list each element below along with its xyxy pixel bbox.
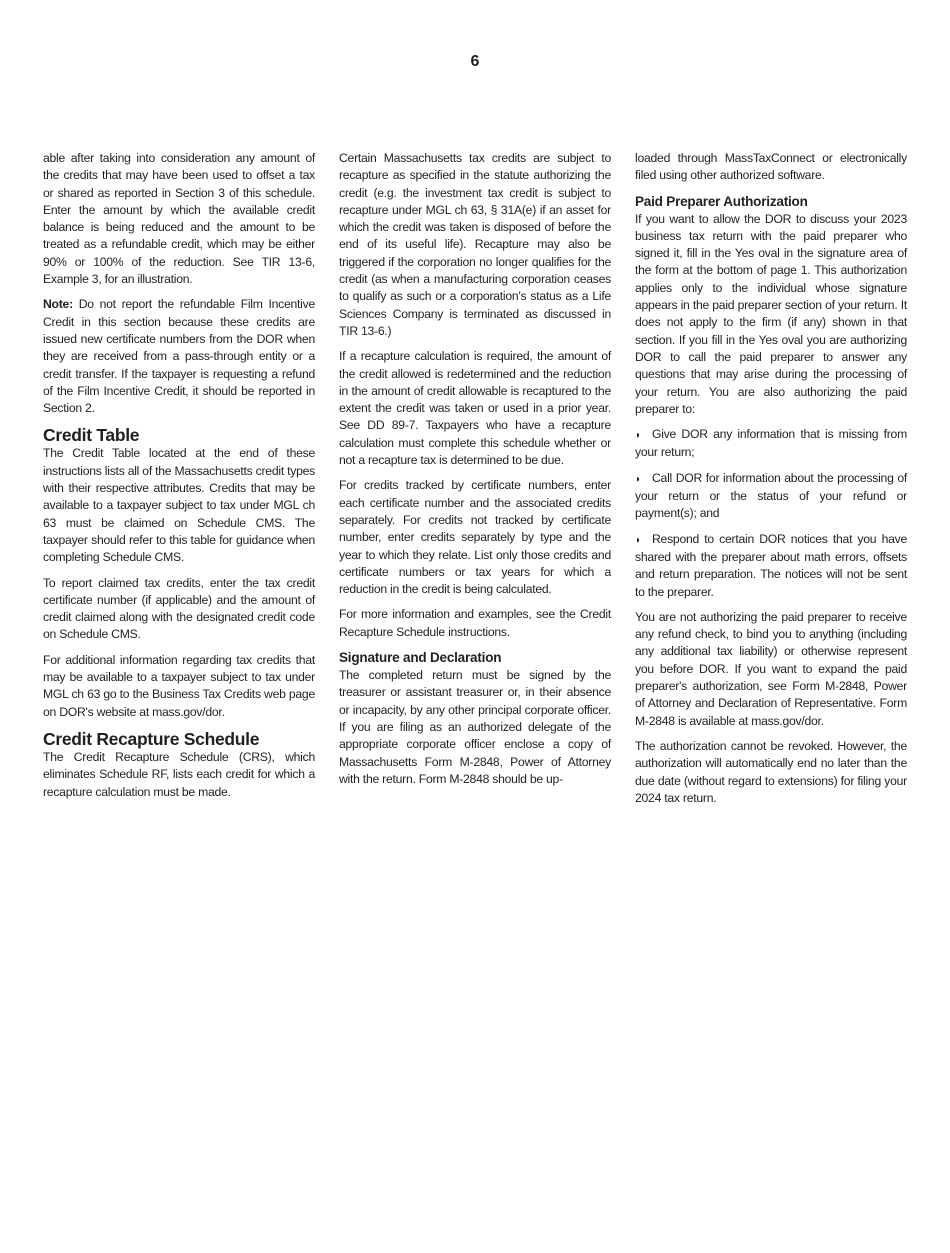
paragraph: able after taking into consideration any amount of the credits that may have been used to offset a tax or shared as reported in Section 3 of this schedule. Enter the amount by which the available credit balance is being reduced and the amount to be treated as a refundable credit, which may be either 90% or 100% of the reduction. See TIR 13-6, Example 3, for an illustration. bbox=[43, 151, 315, 287]
note-text: Do not report the refundable Film Incentive Credit in this section because these credits are issued new certificate numbers from the DOR when they are received from a pass-through entity or a credit transfer. If the taxpayer is requesting a refund of the Film Incentive Credit, it should be reported in Section 2. bbox=[43, 297, 315, 416]
heading-credit-table: Credit Table bbox=[43, 425, 140, 446]
paragraph: If you want to allow the DOR to discuss your 2023 business tax return with the paid preparer who signed it, fill in the Yes oval in the signature area of the form at the bottom of page 1. This authorization applies only to the individual whose signature appears in the paid preparer section of your return. It does not apply to the firm (if any) shown in that section. If you fill in the Yes oval you are authorizing DOR to call the paid preparer to answer any questions that may arise during the processing of your return. You are also authorizing the paid preparer to: bbox=[635, 211, 907, 416]
paragraph: loaded through MassTaxConnect or electronically filed using other authorized software. bbox=[635, 151, 907, 183]
bullet-item bbox=[635, 426, 907, 462]
bullet-icon: ◗ bbox=[635, 534, 641, 546]
column-1 bbox=[43, 150, 315, 809]
paragraph: The authorization cannot be revoked. However, the authorization will automatically end no later than the due date (without regard to extensions) for filing your 2024 tax return. bbox=[635, 738, 907, 805]
paragraph: The Credit Table located at the end of these instructions lists all of the Massachusetts credit types with their respective attributes. Credits that may be available to a taxpayer subject to tax under MGL ch 63 must be claimed on Schedule CMS. The taxpayer should refer to this table for guidance when completing Schedule CMS. bbox=[43, 446, 315, 565]
bullet-item bbox=[635, 470, 907, 523]
bullet-text: Call DOR for information about the processing of your return or the status of your refund or payment(s); and bbox=[635, 470, 907, 521]
note-label: Note: bbox=[43, 297, 73, 312]
paragraph: For more information and examples, see the Credit Recapture Schedule instructions. bbox=[339, 607, 611, 639]
bullet-item bbox=[635, 531, 907, 601]
page-number: 6 bbox=[470, 53, 480, 70]
paragraph: The completed return must be signed by the treasurer or assistant treasurer or, in their absence or incapacity, by any other principal corporate officer. If you are filing as an authorized delegate of the appropriate corporate officer enclose a copy of Massachusetts Form M-2848, Power of Attorney with the return. Form M-2848 should be up- bbox=[339, 668, 611, 786]
paragraph: You are not authorizing the paid preparer to receive any refund check, to bind you to anything (including any additional tax liability) or otherwise represent you before DOR. If you want to expand the paid preparer's authorization, see Form M-2848, Power of Attorney and Declaration of Representative. Form M-2848 is available at mass.gov/dor. bbox=[635, 609, 907, 728]
paragraph: The Credit Recapture Schedule (CRS), which eliminates Schedule RF, lists each credit for which a recapture calculation must be made. bbox=[43, 749, 315, 799]
bullet-icon: ◗ bbox=[635, 473, 641, 485]
paragraph: To report claimed tax credits, enter the tax credit certificate number (if applicable) and the amount of credit claimed along with the designated credit code on Schedule CMS. bbox=[43, 575, 315, 642]
heading-signature-declaration: Signature and Declaration bbox=[339, 650, 502, 666]
bullet-icon: ◗ bbox=[635, 430, 641, 442]
bullet-text: Respond to certain DOR notices that you have shared with the preparer about math errors, offsets and return preparation. The notices will not be sent to the preparer. bbox=[635, 531, 907, 599]
paragraph: For credits tracked by certificate numbers, enter each certificate number and the associated credits separately. For credits not tracked by certificate number, enter credits separately by type and the year to which they relate. List only those credits and certificate numbers or tax years for which a reduction in the credit is being calculated. bbox=[339, 478, 611, 597]
paragraph: If a recapture calculation is required, the amount of the credit allowed is redetermined and the reduction in the amount of credit allowable is recaptured to the extent the credit was taken or used in a prior year. See DD 89-7. Taxpayers who have a recapture calculation must complete this schedule whether or not a recapture tax is determined to be due. bbox=[339, 349, 611, 468]
column-2 bbox=[339, 150, 611, 796]
note-paragraph bbox=[43, 296, 315, 417]
heading-credit-recapture-schedule: Credit Recapture Schedule bbox=[43, 728, 260, 749]
heading-paid-preparer-authorization: Paid Preparer Authorization bbox=[635, 193, 808, 209]
column-3 bbox=[635, 150, 907, 815]
bullet-text: Give DOR any information that is missing from your return; bbox=[635, 427, 907, 460]
paragraph: For additional information regarding tax credits that may be available to a taxpayer subject to tax under MGL ch 63 go to the Business Tax Credits web page on DOR's website at mass.gov/dor. bbox=[43, 652, 315, 719]
paragraph: Certain Massachusetts tax credits are subject to recapture as specified in the statute authorizing the credit (e.g. the investment tax credit is subject to recapture under MGL ch 63, § 31A(e) if an asset for which the credit was taken is disposed of before the end of its useful life). Recapture may also be triggered if the corporation no longer qualifies for the credit (as when a manufacturing corporation ceases to qualify as such or a corporation's status as a Life Sciences Company is terminated as discussed in TIR 13-6.) bbox=[339, 151, 611, 338]
